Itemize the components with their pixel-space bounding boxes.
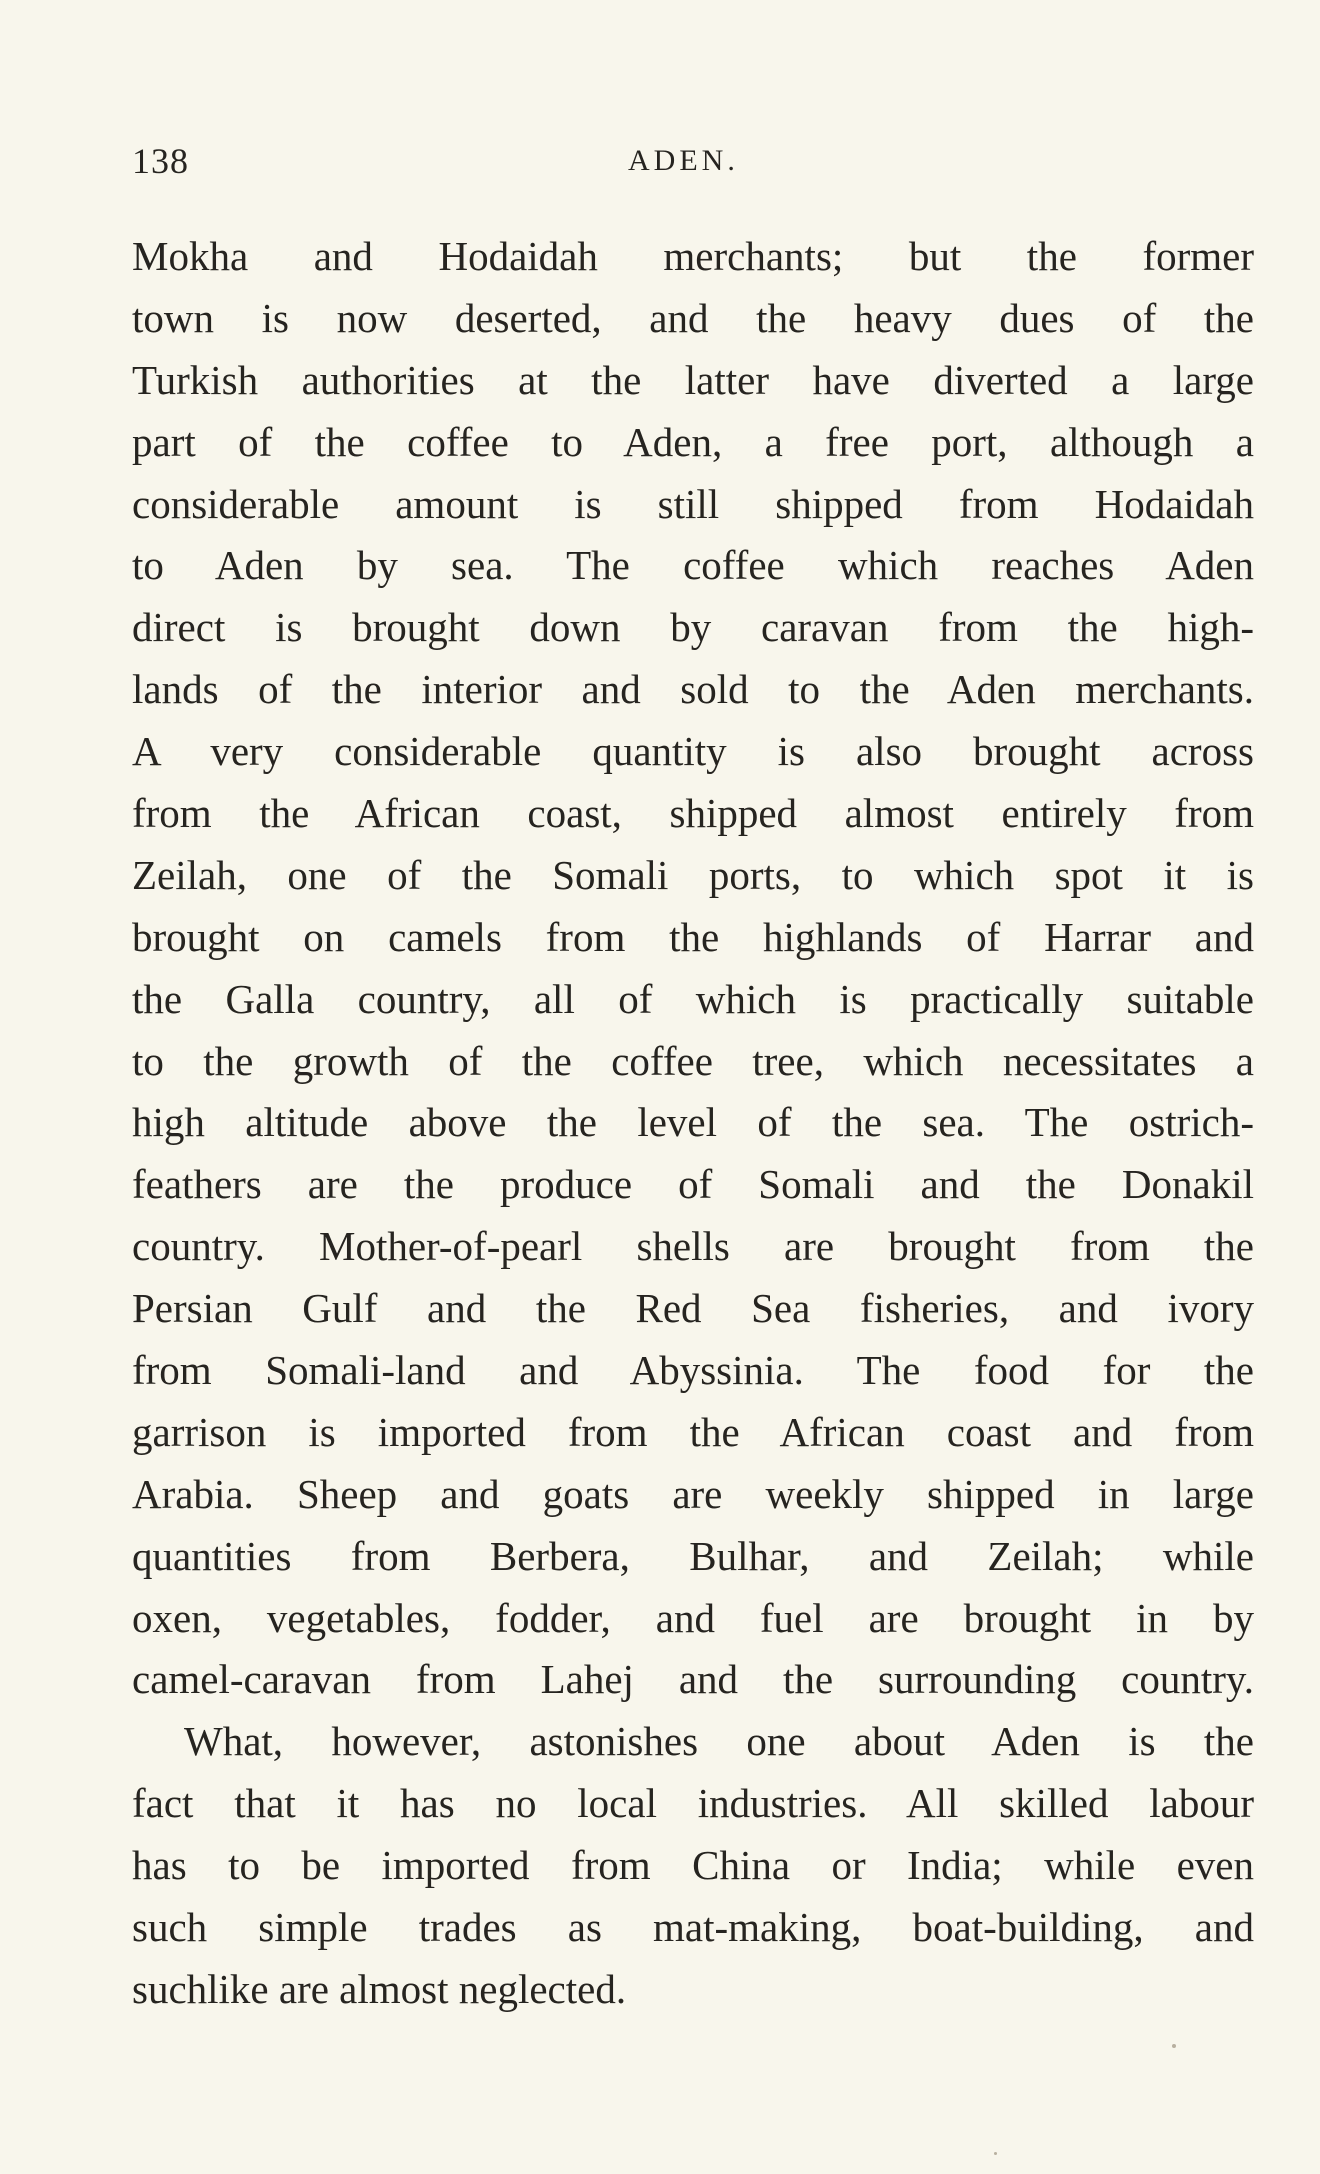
- text-line: camel-caravan from Lahej and the surrounding country.: [132, 1656, 1254, 1703]
- paper-speck: [994, 2152, 997, 2155]
- text-line: the Galla country, all of which is practically suitable: [132, 975, 1254, 1022]
- page-number: 138: [132, 141, 189, 181]
- running-head: [132, 136, 1254, 186]
- text-line: Arabia. Sheep and goats are weekly shipped in large: [132, 1470, 1254, 1517]
- text-line: suchlike are almost neglected.: [132, 1965, 627, 2012]
- text-line: brought on camels from the highlands of Harrar and: [132, 913, 1254, 960]
- running-title: ADEN.: [628, 144, 739, 177]
- text-line: Zeilah, one of the Somali ports, to which spot it is: [132, 851, 1254, 898]
- text-line: high altitude above the level of the sea. The ostrich-: [132, 1099, 1254, 1146]
- text-line: lands of the interior and sold to the Aden merchants.: [132, 666, 1254, 713]
- text-line: Turkish authorities at the latter have diverted a large: [132, 356, 1254, 403]
- body-text: [132, 226, 1254, 2021]
- text-line: fact that it has no local industries. All skilled labour: [132, 1780, 1254, 1827]
- paper-speck: [1172, 2044, 1176, 2048]
- text-line: from the African coast, shipped almost entirely from: [132, 790, 1254, 837]
- text-line: What, however, astonishes one about Aden is the: [184, 1718, 1254, 1765]
- text-line: oxen, vegetables, fodder, and fuel are brought in by: [132, 1594, 1254, 1641]
- text-line: part of the coffee to Aden, a free port, although a: [132, 418, 1254, 465]
- text-line: garrison is imported from the African coast and from: [132, 1408, 1254, 1455]
- text-line: has to be imported from China or India; while even: [132, 1842, 1254, 1889]
- paragraph-1: [132, 226, 1254, 1711]
- text-line: direct is brought down by caravan from the high-: [132, 604, 1254, 651]
- text-line: A very considerable quantity is also brought across: [132, 728, 1254, 775]
- text-line: quantities from Berbera, Bulhar, and Zeilah; while: [132, 1532, 1254, 1579]
- text-line: from Somali-land and Abyssinia. The food for the: [132, 1347, 1254, 1394]
- text-line: feathers are the produce of Somali and the Donakil: [132, 1161, 1254, 1208]
- paragraph-2: [132, 1711, 1254, 2020]
- text-line: country. Mother-of-pearl shells are brought from the: [132, 1223, 1254, 1270]
- text-line: Persian Gulf and the Red Sea fisheries, and ivory: [132, 1285, 1254, 1332]
- text-line: town is now deserted, and the heavy dues of the: [132, 294, 1254, 341]
- text-line: considerable amount is still shipped from Hodaidah: [132, 480, 1254, 527]
- text-line: such simple trades as mat-making, boat-building, and: [132, 1904, 1254, 1951]
- text-line: to the growth of the coffee tree, which necessitates a: [132, 1037, 1254, 1084]
- text-line: to Aden by sea. The coffee which reaches Aden: [132, 542, 1254, 589]
- text-line: Mokha and Hodaidah merchants; but the former: [132, 233, 1254, 279]
